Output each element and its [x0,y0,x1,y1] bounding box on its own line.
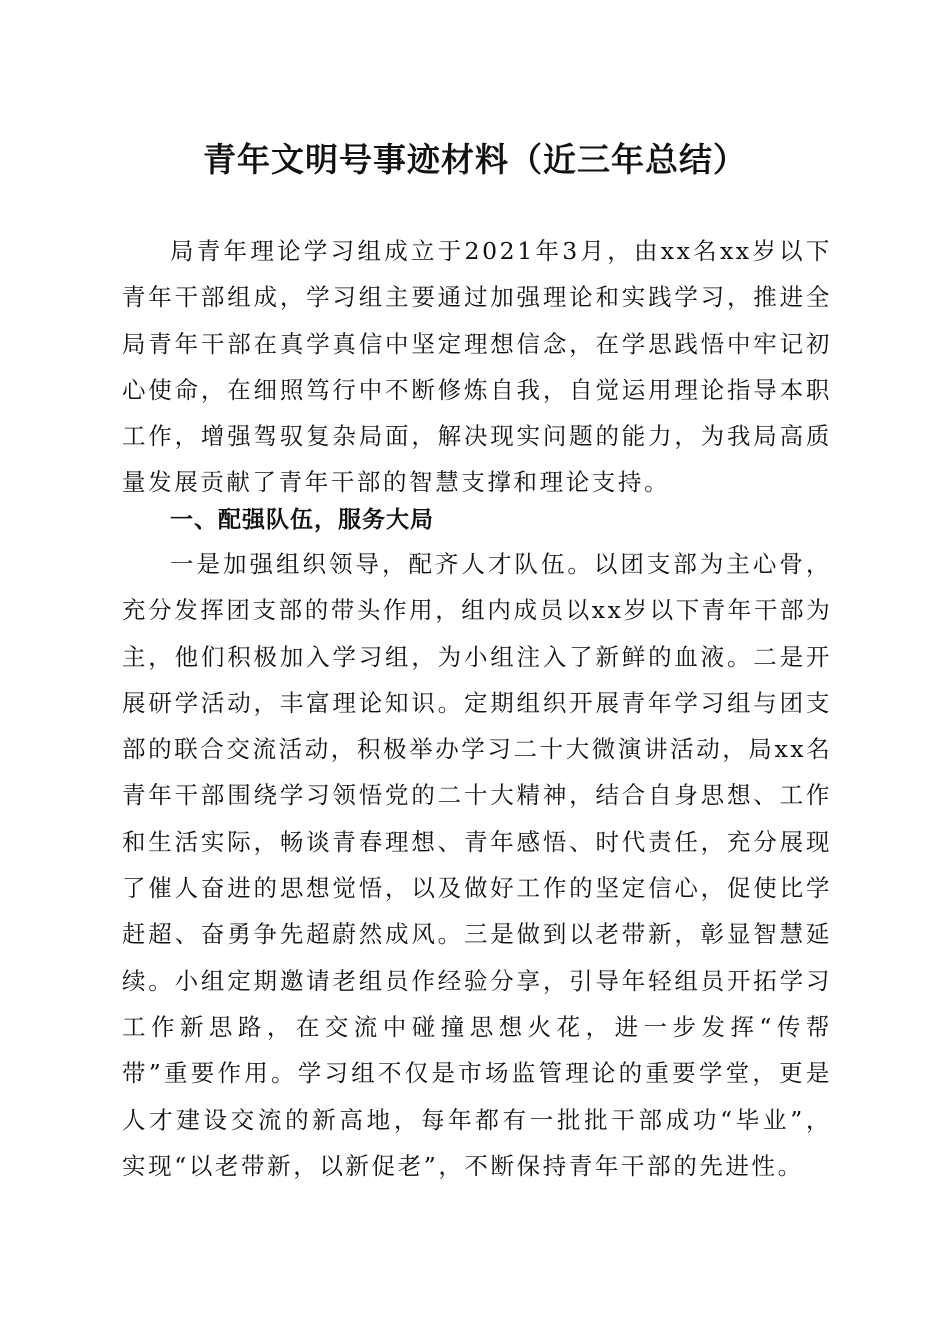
paragraph-line: 一是加强组织领导，配齐人才队伍。以团支部为主心骨， [170,550,832,578]
paragraph-line: 青年干部组成，学习组主要通过加强理论和实践学习，推进全 [122,283,832,312]
paragraph-line: 赶超、奋勇争先超蔚然成风。三是做到以老带新，彰显智慧延 [122,920,832,949]
paragraph-line: 工作，增强驾驭复杂局面，解决现实问题的能力，为我局高质 [122,422,832,451]
paragraph-line: 量发展贡献了青年干部的智慧支撑和理论支持。 [122,468,671,497]
document-title: 青年文明号事迹材料（近三年总结） [203,140,747,179]
intro-paragraph [122,228,832,506]
paragraph-line: 和生活实际，畅谈青春理想、青年感悟、时代责任，充分展现 [122,827,832,856]
paragraph-line: 带”重要作用。学习组不仅是市场监管理论的重要学堂，更是 [122,1059,832,1088]
paragraph-line: 局青年干部在真学真信中坚定理想信念，在学思践悟中牢记初 [122,329,832,358]
paragraph-line: 了催人奋进的思想觉悟，以及做好工作的坚定信心，促使比学 [122,874,832,903]
paragraph-line: 实现“以老带新，以新促老”，不断保持青年干部的先进性。 [122,1151,804,1180]
paragraph-line: 人才建设交流的新高地，每年都有一批批干部成功“毕业”， [122,1105,832,1134]
paragraph-line: 主，他们积极加入学习组，为小组注入了新鲜的血液。二是开 [122,642,832,671]
section-1-paragraph [122,541,832,1189]
paragraph-line: 局青年理论学习组成立于2021年3月，由xx名xx岁以下 [170,237,832,265]
paragraph-line: 心使命，在细照笃行中不断修炼自我，自觉运用理论指导本职 [122,375,832,404]
paragraph-line: 充分发挥团支部的带头作用，组内成员以xx岁以下青年干部为 [122,596,832,625]
paragraph-line: 工作新思路，在交流中碰撞思想火花，进一步发挥“传帮 [122,1012,832,1041]
section-heading: 一、配强队伍，服务大局 [170,507,434,533]
paragraph-line: 部的联合交流活动，积极举办学习二十大微演讲活动，局xx名 [122,735,832,764]
paragraph-line: 青年干部围绕学习领悟党的二十大精神，结合自身思想、工作 [122,781,832,810]
paragraph-line: 展研学活动，丰富理论知识。定期组织开展青年学习组与团支 [122,688,832,717]
paragraph-line: 续。小组定期邀请老组员作经验分享，引导年轻组员开拓学习 [122,966,832,995]
